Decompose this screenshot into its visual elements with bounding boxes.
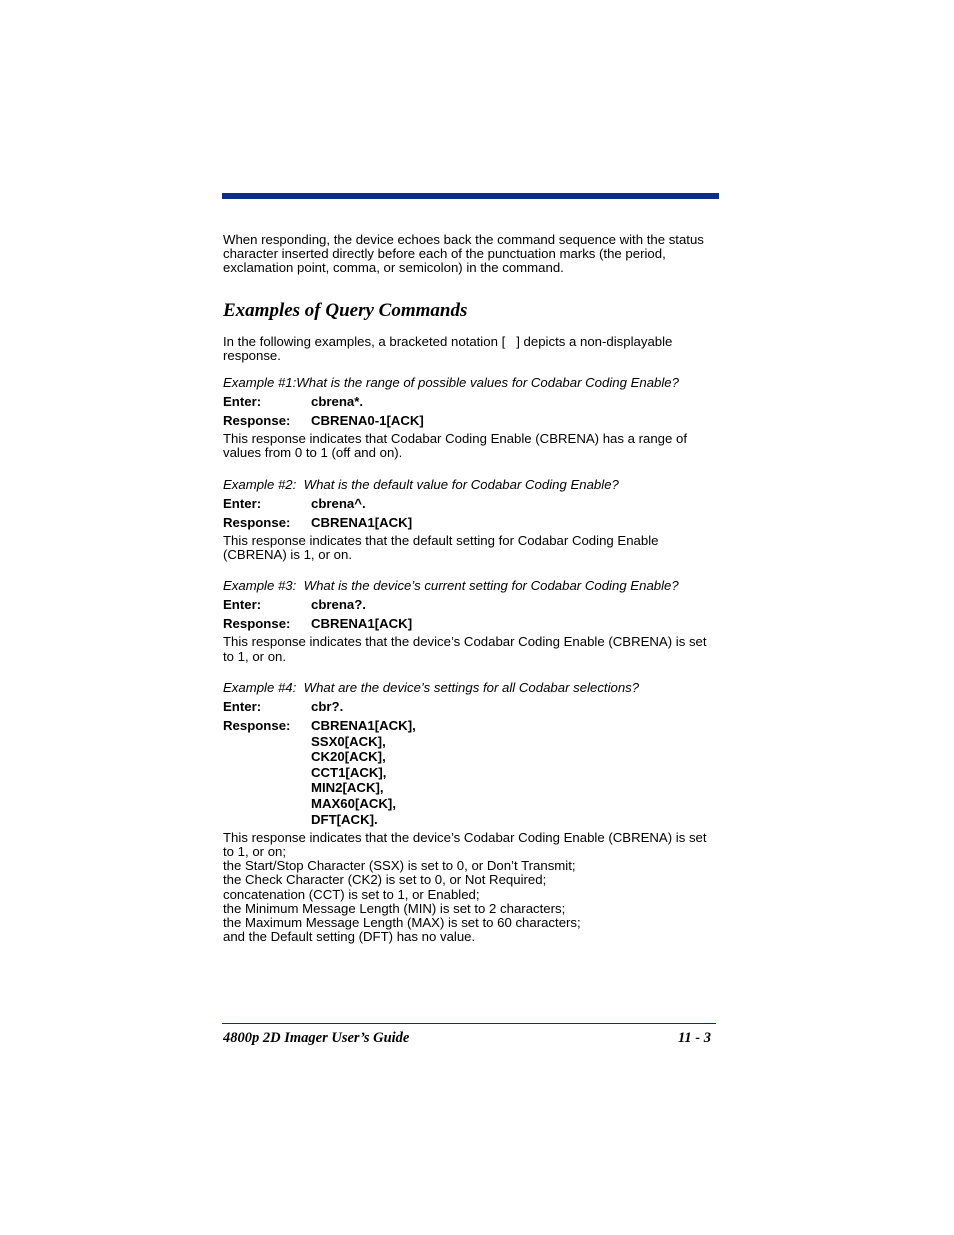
description-line: the Start/Stop Character (SSX) is set to 0, or Don’t Transmit; <box>223 858 576 874</box>
response-row <box>223 718 719 827</box>
lead-paragraph: In the following examples, a bracketed notation [ ] depicts a non-displayable response. <box>223 333 673 363</box>
footer-rule <box>222 1023 716 1024</box>
enter-label: Enter: <box>223 699 262 715</box>
response-value-list <box>311 718 719 827</box>
response-value: CBRENA0-1[ACK] <box>311 413 424 429</box>
response-line: CCT1[ACK], <box>311 764 387 780</box>
example-question: Example #4: What are the device’s settings for all Codabar selections? <box>223 679 640 695</box>
enter-value: cbr?. <box>311 699 344 715</box>
example-question: Example #3: What is the device’s current setting for Codabar Coding Enable? <box>223 578 679 594</box>
response-label: Response: <box>223 718 291 734</box>
description-line: This response indicates that the device’s Codabar Coding Enable (CBRENA) is set to 1, or on; <box>223 829 707 859</box>
response-label: Response: <box>223 413 291 429</box>
response-value: CBRENA1[ACK] <box>311 514 413 530</box>
response-row <box>223 515 719 531</box>
response-line: SSX0[ACK], <box>311 733 386 749</box>
example-description: This response indicates that the device’s Codabar Coding Enable (CBRENA) is set to 1, or on. <box>223 634 707 664</box>
example-description: This response indicates that the default setting for Codabar Coding Enable (CBRENA) is 1, or on. <box>223 532 659 563</box>
section-heading: Examples of Query Commands <box>223 299 468 321</box>
description-line: the Minimum Message Length (MIN) is set to 2 characters; <box>223 900 566 916</box>
enter-row <box>223 699 719 715</box>
example-description <box>223 831 719 945</box>
description-line: concatenation (CCT) is set to 1, or Enabled; <box>223 886 480 902</box>
enter-value: cbrena*. <box>311 394 364 410</box>
enter-label: Enter: <box>223 394 262 410</box>
example-question: Example #1:What is the range of possible values for Codabar Coding Enable? <box>223 375 679 391</box>
response-line: MIN2[ACK], <box>311 780 384 796</box>
page-number: 11 - 3 <box>677 1030 711 1046</box>
enter-value: cbrena?. <box>311 597 366 613</box>
response-line: CBRENA1[ACK], <box>311 718 416 734</box>
header-rule <box>222 193 719 199</box>
enter-label: Enter: <box>223 597 262 613</box>
response-value: CBRENA1[ACK] <box>311 616 413 632</box>
example-3 <box>223 579 719 664</box>
example-1 <box>223 376 719 461</box>
response-label: Response: <box>223 616 291 632</box>
example-question: Example #2: What is the default value for Codabar Coding Enable? <box>223 476 619 492</box>
description-line: the Maximum Message Length (MAX) is set to 60 characters; <box>223 914 581 930</box>
enter-value: cbrena^. <box>311 495 366 511</box>
example-description: This response indicates that Codabar Coding Enable (CBRENA) has a range of values from 0 to 1 (off and on). <box>223 431 688 461</box>
enter-row <box>223 394 719 410</box>
response-line: CK20[ACK], <box>311 749 386 765</box>
enter-row <box>223 597 719 613</box>
example-2 <box>223 478 719 563</box>
description-line: and the Default setting (DFT) has no value. <box>223 929 476 945</box>
example-4 <box>223 681 719 944</box>
response-line: MAX60[ACK], <box>311 796 396 812</box>
intro-paragraph: When responding, the device echoes back the command sequence with the status character inserted directly before each of the punctuation marks (the period, exclamation point, comma, or semicolon) in the command. <box>223 232 704 276</box>
page-footer <box>223 1030 711 1047</box>
enter-label: Enter: <box>223 495 262 511</box>
enter-row <box>223 496 719 512</box>
response-label: Response: <box>223 514 291 530</box>
response-row <box>223 413 719 429</box>
page-content <box>223 233 719 944</box>
response-line: DFT[ACK]. <box>311 811 378 827</box>
response-row <box>223 616 719 632</box>
description-line: the Check Character (CK2) is set to 0, or Not Required; <box>223 872 547 888</box>
footer-title: 4800p 2D Imager User’s Guide <box>223 1030 410 1046</box>
